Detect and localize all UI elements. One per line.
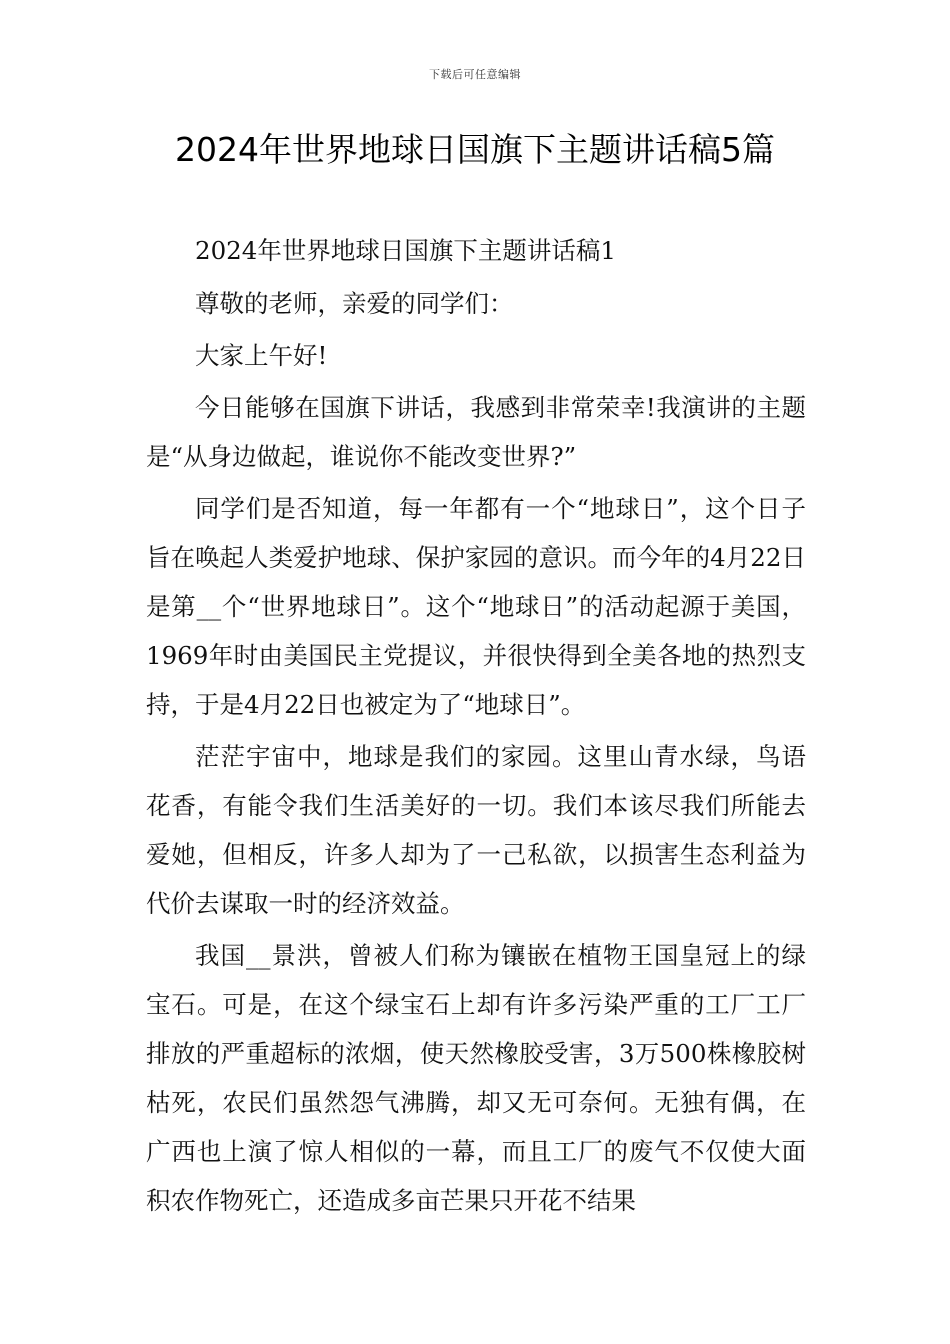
body-paragraph: 茫茫宇宙中，地球是我们的家园。这里山青水绿，鸟语花香，有能令我们生活美好的一切。我们本该尽我们所能去爱她，但相反，许多人却为了一己私欲，以损害生态利益为代价去谋取一时的经济效益。 xyxy=(146,742,806,918)
header-note: 下载后可任意编辑 xyxy=(429,68,521,81)
document-body xyxy=(146,226,806,1228)
section-heading: 2024年世界地球日国旗下主题讲话稿1 xyxy=(195,236,616,265)
document-title: 2024年世界地球日国旗下主题讲话稿5篇 xyxy=(175,130,775,169)
body-paragraph: 同学们是否知道，每一年都有一个“地球日”，这个日子旨在唤起人类爱护地球、保护家园的意识。而今年的4月22日是第__个“世界地球日”。这个“地球日”的活动起源于美国，1969年时由美国民主党提议，并很快得到全美各地的热烈支持，于是4月22日也被定为了“地球日”。 xyxy=(146,494,806,719)
salutation-paragraph: 尊敬的老师，亲爱的同学们： xyxy=(195,289,514,318)
body-paragraph: 今日能够在国旗下讲话，我感到非常荣幸!我演讲的主题是“从身边做起，谁说你不能改变世界?” xyxy=(146,393,806,471)
body-paragraph: 我国__景洪，曾被人们称为镶嵌在植物王国皇冠上的绿宝石。可是，在这个绿宝石上却有许多污染严重的工厂工厂排放的严重超标的浓烟，使天然橡胶受害，3万500株橡胶树枯死，农民们虽然怨气沸腾，却又无可奈何。无独有偶，在广西也上演了惊人相似的一幕，而且工厂的废气不仅使大面积农作物死亡，还造成多亩芒果只开花不结果 xyxy=(146,941,806,1215)
greeting-paragraph: 大家上午好! xyxy=(195,341,328,370)
